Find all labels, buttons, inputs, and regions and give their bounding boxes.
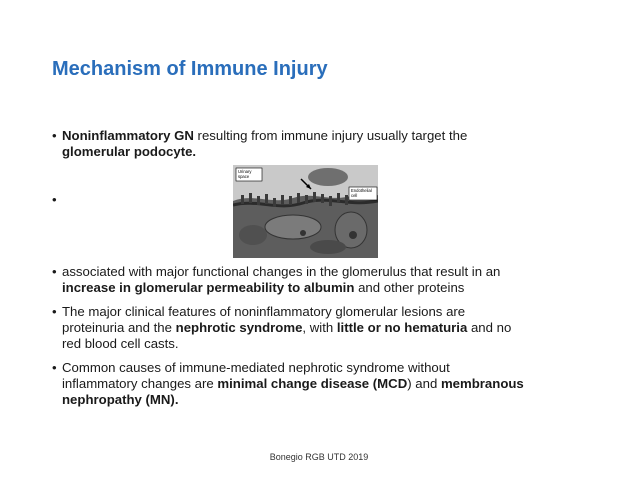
text-run: Common causes of immune-mediated nephrotic syndrome without xyxy=(62,360,450,375)
text-run: inflammatory changes are xyxy=(62,376,218,391)
bold-text: little or no hematuria xyxy=(336,320,468,335)
text-run: and no xyxy=(467,320,512,335)
bullet-dot: • xyxy=(52,128,57,143)
bold-text: nephropathy (MN). xyxy=(62,392,179,407)
bullet-text xyxy=(62,304,511,352)
svg-text:Urinary: Urinary xyxy=(238,169,252,174)
bullet-line xyxy=(62,376,524,392)
bullet-line xyxy=(62,144,467,160)
bold-text: minimal change disease (MCD xyxy=(217,376,408,391)
svg-text:cell: cell xyxy=(351,193,358,198)
bullet-text xyxy=(62,360,524,408)
bullet-line xyxy=(62,392,524,408)
svg-text:space: space xyxy=(238,174,250,179)
bold-text: Noninflammatory GN xyxy=(62,128,194,143)
bullet-line xyxy=(62,336,511,352)
text-run: red blood cell casts. xyxy=(62,336,179,351)
text-run: , with xyxy=(302,320,337,335)
text-run: The major clinical features of noninflammatory glomerular lesions are xyxy=(62,304,466,319)
bullet-dot: • xyxy=(52,360,57,375)
micrograph-image xyxy=(233,165,378,258)
bold-text: increase in glomerular permeability to albumin xyxy=(62,280,355,295)
bold-text: nephrotic syndrome xyxy=(175,320,303,335)
bullet-line xyxy=(62,128,467,144)
text-run: resulting from immune injury usually target the xyxy=(193,128,468,143)
text-run: associated with major functional changes in the glomerulus that result in an xyxy=(62,264,501,279)
bullet-line xyxy=(62,304,511,320)
bullet-text xyxy=(62,264,500,296)
bullet-line xyxy=(62,360,524,376)
text-run: ) and xyxy=(407,376,441,391)
text-run: proteinuria and the xyxy=(62,320,176,335)
bold-text: membranous xyxy=(440,376,524,391)
svg-text:Endothelial: Endothelial xyxy=(351,188,372,193)
electron-micrograph xyxy=(233,165,378,258)
bullet-line xyxy=(62,264,500,280)
bullet-line xyxy=(62,320,511,336)
bullet-dot: • xyxy=(52,264,57,279)
slide-title: Mechanism of Immune Injury xyxy=(52,58,328,80)
bullet-dot: • xyxy=(52,304,57,319)
bold-text: glomerular podocyte. xyxy=(62,144,197,159)
bullet-text xyxy=(62,128,467,160)
bullet-line xyxy=(62,280,500,296)
slide-footer: Bonegio RGB UTD 2019 xyxy=(269,452,369,462)
text-run: and other proteins xyxy=(354,280,465,295)
bullet-dot: • xyxy=(52,192,57,207)
